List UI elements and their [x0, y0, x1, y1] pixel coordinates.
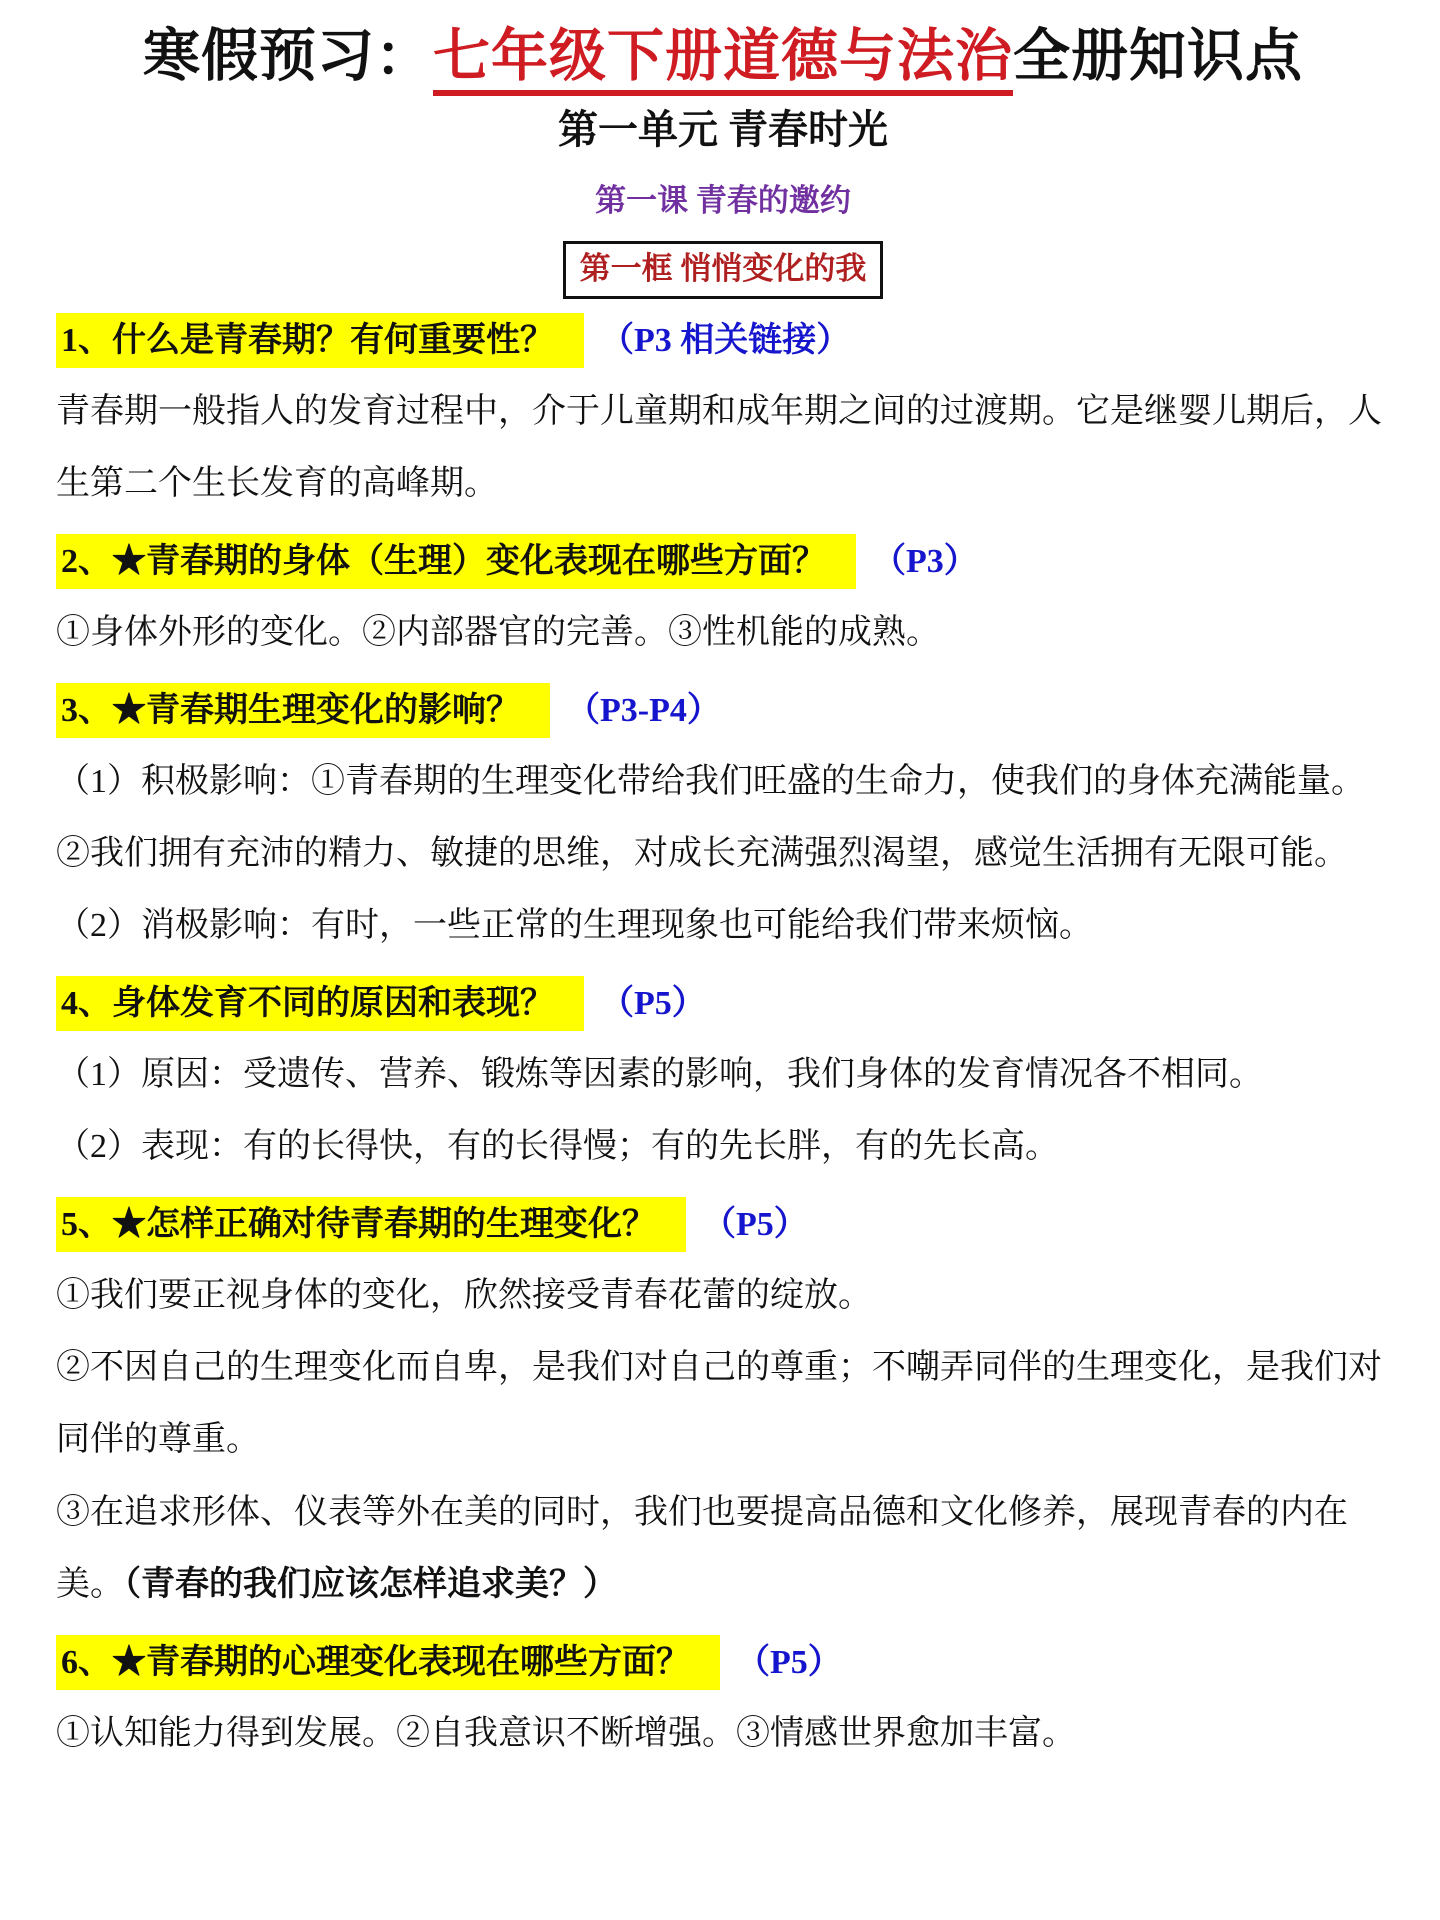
page-title — [56, 16, 1390, 99]
title-prefix: 寒假预习： — [143, 25, 433, 88]
page-ref: （P3 相关链接） — [600, 321, 851, 359]
answer-paragraph: ②不因自己的生理变化而自卑，是我们对自己的尊重；不嘲弄同伴的生理变化，是我们对同伴的尊重。 — [56, 1349, 1382, 1459]
page-ref: （P5） — [600, 985, 706, 1023]
question-row — [56, 685, 1390, 736]
lesson-heading: 第一课 青春的邀约 — [595, 182, 851, 218]
title-suffix: 全册知识点 — [1013, 25, 1303, 88]
question-highlight: 3、★青春期生理变化的影响？ — [56, 683, 550, 738]
answer-paragraph: 青春期一般指人的发育过程中，介于儿童期和成年期之间的过渡期。它是继婴儿期后，人生第二个生长发育的高峰期。 — [56, 392, 1382, 502]
answer-note-bold: （青春的我们应该怎样追求美？） — [124, 1565, 617, 1603]
question-row — [56, 315, 1390, 366]
qa-block-5 — [56, 1199, 1390, 1620]
answer-paragraph: ②我们拥有充沛的精力、敏捷的思维，对成长充满强烈渴望，感觉生活拥有无限可能。 — [56, 835, 1348, 872]
page-ref: （P5） — [702, 1206, 808, 1244]
answer-paragraph: （1）原因：受遗传、营养、锻炼等因素的影响，我们身体的发育情况各不相同。 — [56, 1056, 1263, 1094]
question-row — [56, 1199, 1390, 1250]
question-highlight: 5、★怎样正确对待青春期的生理变化？ — [56, 1197, 686, 1252]
question-highlight: 6、★青春期的心理变化表现在哪些方面？ — [56, 1635, 720, 1690]
answer-paragraph: （2）表现：有的长得快，有的长得慢；有的先长胖，有的先长高。 — [56, 1128, 1059, 1166]
qa-block-1 — [56, 315, 1390, 520]
question-row — [56, 1637, 1390, 1688]
answer-text: ③在追求形体、仪表等外在美的同时，我们也要提高品德和文化修养，展现青春的内在美。 — [56, 1493, 1348, 1603]
answer-paragraph: ①认知能力得到发展。②自我意识不断增强。③情感世界愈加丰富。 — [56, 1714, 1076, 1752]
qa-block-6 — [56, 1637, 1390, 1770]
question-row — [56, 978, 1390, 1029]
answer-paragraph — [56, 1477, 1390, 1621]
question-highlight: 4、身体发育不同的原因和表现？ — [56, 976, 584, 1031]
question-row — [56, 536, 1390, 587]
qa-block-3 — [56, 685, 1390, 962]
frame-heading-wrap — [56, 241, 1390, 299]
page-ref: （P3） — [872, 542, 978, 580]
title-book-underlined: 七年级下册道德与法治 — [433, 25, 1013, 96]
qa-block-2 — [56, 536, 1390, 669]
question-highlight: 1、什么是青春期？有何重要性？ — [56, 313, 584, 368]
answer-paragraph: （2）消极影响：有时，一些正常的生理现象也可能给我们带来烦恼。 — [56, 907, 1093, 945]
frame-heading-box: 第一框 悄悄变化的我 — [563, 241, 884, 299]
qa-block-4 — [56, 978, 1390, 1183]
answer-paragraph: ①我们要正视身体的变化，欣然接受青春花蕾的绽放。 — [56, 1277, 872, 1315]
answer-paragraph: （1）积极影响：①青春期的生理变化带给我们旺盛的生命力，使我们的身体充满能量。 — [56, 762, 1365, 800]
unit-heading: 第一单元 青春时光 — [558, 106, 888, 152]
question-highlight: 2、★青春期的身体（生理）变化表现在哪些方面？ — [56, 534, 856, 589]
page-ref: （P3-P4） — [566, 691, 721, 729]
answer-paragraph: ①身体外形的变化。②内部器官的完善。③性机能的成熟。 — [56, 613, 940, 651]
page-ref: （P5） — [736, 1643, 842, 1681]
